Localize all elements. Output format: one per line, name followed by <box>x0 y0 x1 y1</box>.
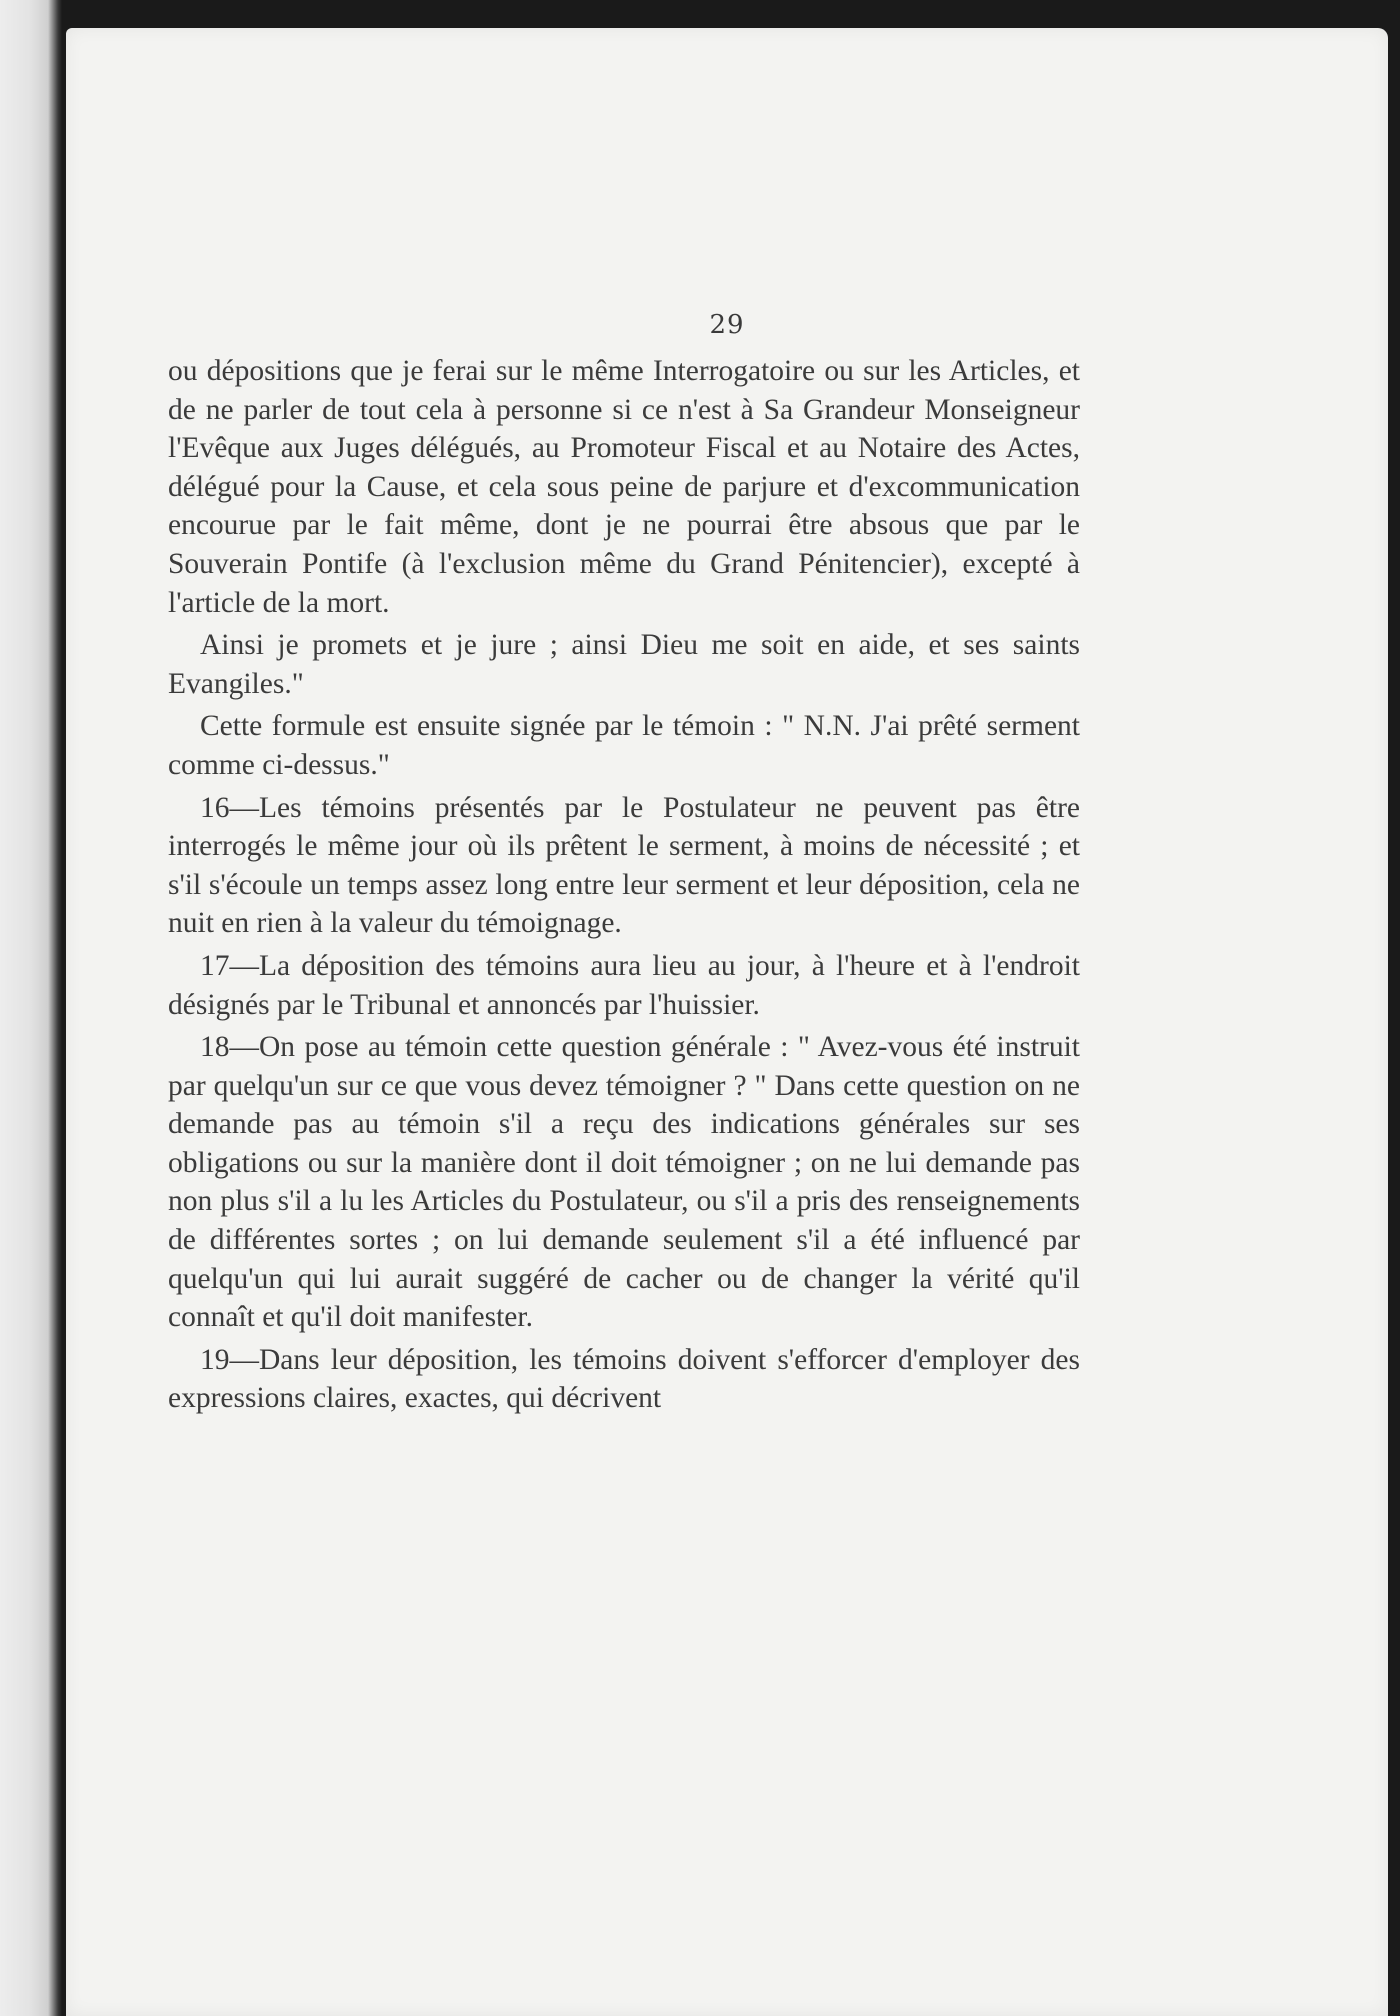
paragraph-oath-continuation: ou dépositions que je ferai sur le même Interrogatoire ou sur les Articles, et de ne parler de tout cela à personne si ce n'est à Sa Grandeur Monseigneur l'Evêque aux Juges délégués, au Promoteur Fiscal et au Notaire des Actes, délégué pour la Cause, et cela sous peine de parjure et d'excommunication encourue par le fait même, dont je ne pourrai être absous que par le Souverain Pontife (à l'exclusion même du Grand Pénitencier), excepté à l'article de la mort. <box>168 355 1080 619</box>
paragraph-signature-formula: Cette formule est ensuite signée par le témoin : " N.N. J'ai prêté serment comme ci-dessus." <box>168 710 1080 781</box>
paragraph-article-17: 17—La déposition des témoins aura lieu au jour, à l'heure et à l'endroit désignés par le Tribunal et annoncés par l'huissier. <box>168 949 1080 1021</box>
paragraph-article-19: 19—Dans leur déposition, les témoins doivent s'efforcer d'employer des expressions claires, exactes, qui décrivent <box>168 1343 1080 1415</box>
page-number: 29 <box>709 310 745 340</box>
paragraph-article-16: 16—Les témoins présentés par le Postulateur ne peuvent pas être interrogés le même jour où ils prêtent le serment, à moins de nécessité ; et s'il s'écoule un temps assez long entre leur serment et leur déposition, cela ne nuit en rien à la valeur du témoignage. <box>168 791 1080 940</box>
paragraph-article-18: 18—On pose au témoin cette question générale : " Avez-vous été instruit par quelqu'un sur ce que vous devez témoigner ? " Dans cette question on ne demande pas au témoin s'il a reçu des indications générales sur ses obligations ou sur la manière dont il doit témoigner ; on ne lui demande pas non plus s'il a lu les Articles du Postulateur, ou s'il a pris des renseignements de différentes sortes ; on lui demande seulement s'il a été influencé par quelqu'un qui lui aurait suggéré de cacher ou de changer la vérité qu'il connaît et qu'il doit manifester. <box>168 1031 1080 1334</box>
paragraph-oath-closing: Ainsi je promets et je jure ; ainsi Dieu me soit en aide, et ses saints Evangiles." <box>168 629 1080 700</box>
page-body-text <box>168 352 1080 1422</box>
facing-page-edge <box>0 0 62 2016</box>
